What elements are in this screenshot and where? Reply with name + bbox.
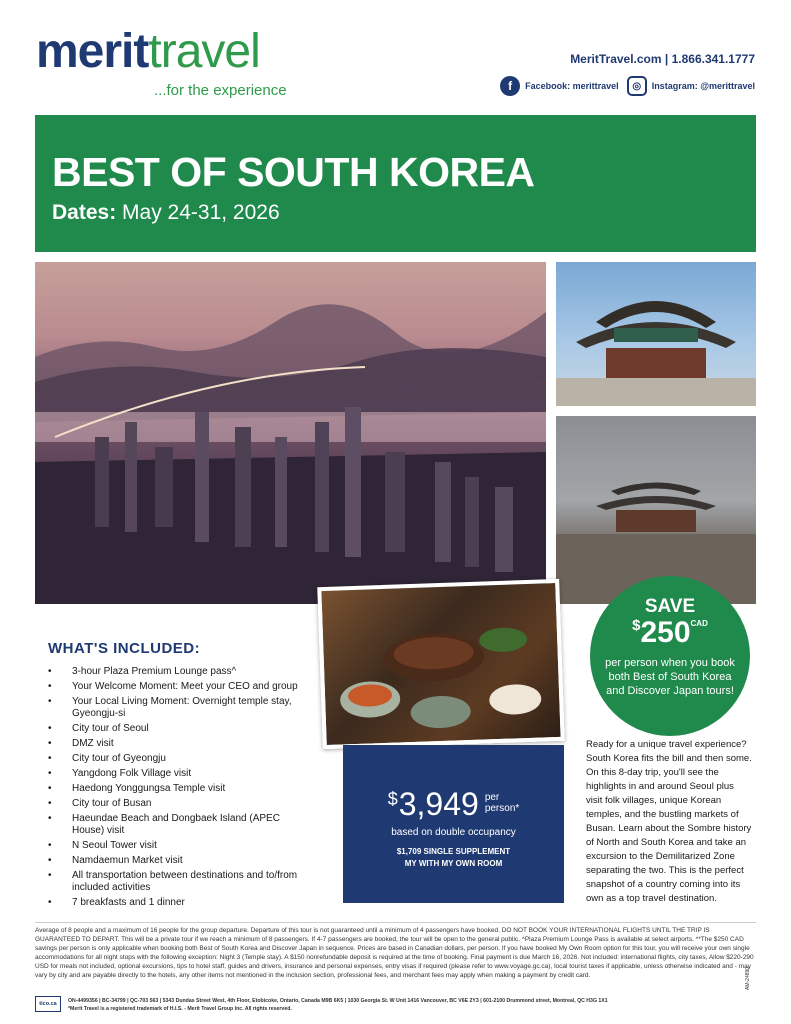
price-dollar-sign: $: [387, 789, 398, 809]
price-line: [343, 787, 564, 821]
included-item: • 7 breakfasts and 1 dinner: [48, 897, 308, 909]
single-supplement: [343, 846, 564, 870]
logo-tagline: ...for the experience: [154, 82, 287, 99]
included-item: • All transportation between destinations and to/from included activities: [48, 870, 308, 894]
included-item: • N Seoul Tower visit: [48, 840, 308, 852]
busan-skyline-photo: [35, 262, 546, 604]
price-basis: based on double occupancy: [391, 827, 516, 838]
tour-dates: [52, 201, 280, 225]
save-amount-value: 250: [640, 616, 691, 649]
supplement-line2: MY WITH MY OWN ROOM: [404, 859, 503, 868]
logo-travel-text: travel: [148, 25, 260, 78]
contact-info[interactable]: MeritTravel.com | 1.866.341.1777: [570, 52, 755, 66]
tico-logo: tico.ca: [35, 996, 61, 1012]
included-item: • City tour of Gyeongju: [48, 753, 308, 765]
instagram-icon: ◎: [627, 76, 647, 96]
throne-hall-photo: [556, 416, 756, 604]
legal-info: [68, 997, 728, 1013]
tour-description: Ready for a unique travel experience? South Korea fits the bill and then some. On this 8-day trip, you'll see the highlights in and around Seoul plus visit folk villages, unique Korean temples, and the bustling markets of Busan. Learn about the Sombre history of North and South Korea and take an excursion to the Demilitarized Zone separating the two. This is the perfect snapshot of a country coming into its own as a top travel destination.: [586, 739, 752, 904]
included-item: • Namdaemun Market visit: [48, 855, 308, 867]
dates-label: Dates:: [52, 201, 117, 224]
instagram-link[interactable]: [627, 76, 755, 96]
palace-pavilion-photo: [556, 262, 756, 406]
price-per-line2: person*: [484, 803, 520, 814]
food-illustration: [321, 583, 560, 745]
included-item: • Yangdong Folk Village visit: [48, 768, 308, 780]
save-label: SAVE: [644, 596, 696, 617]
social-links: [500, 76, 755, 96]
included-item: • City tour of Busan: [48, 798, 308, 810]
footer-divider: [35, 922, 756, 923]
save-currency: CAD: [690, 619, 708, 628]
facebook-icon: f: [500, 76, 520, 96]
legal-line2: *Merit Travel is a registered trademark of H.I.S. - Merit Travel Group Inc. All rights reserved.: [68, 1006, 292, 1012]
pavilion-illustration: [556, 262, 756, 406]
throne-hall-illustration: [556, 416, 756, 604]
document-code: AM-24890: [745, 966, 751, 990]
save-description: per person when you book both Best of South Korea and Discover Japan tours!: [605, 657, 735, 697]
tour-title: BEST OF SOUTH KOREA: [52, 149, 535, 195]
price-per-person: [485, 792, 519, 814]
busan-skyline-illustration: [35, 262, 546, 604]
included-item: • Haeundae Beach and Dongbaek Island (APEC House) visit: [48, 813, 308, 837]
merit-travel-logo[interactable]: [36, 25, 287, 99]
supplement-line1: $1,709 SINGLE SUPPLEMENT: [396, 847, 511, 856]
korean-food-photo: [317, 579, 565, 749]
included-item: • 3-hour Plaza Premium Lounge pass^: [48, 666, 308, 678]
included-item: • DMZ visit: [48, 738, 308, 750]
price-box: [343, 745, 564, 903]
included-list: [48, 666, 308, 912]
included-item: • Your Local Living Moment: Overnight temple stay, Gyeongju-si: [48, 696, 308, 720]
facebook-label: Facebook: merittravel: [525, 81, 619, 91]
instagram-label: Instagram: @merittravel: [651, 81, 755, 91]
savings-badge: [590, 576, 750, 736]
included-item: • Haedong Yonggungsa Temple visit: [48, 783, 308, 795]
price-per-line1: per: [484, 792, 500, 803]
price-amount: 3,949: [398, 786, 479, 822]
included-item: • City tour of Seoul: [48, 723, 308, 735]
dates-value: May 24-31, 2026: [122, 201, 280, 224]
title-banner: [35, 115, 756, 252]
save-amount: [590, 616, 750, 650]
included-heading: WHAT'S INCLUDED:: [48, 640, 201, 657]
facebook-link[interactable]: [500, 76, 619, 96]
logo-merit-text: merit: [36, 25, 149, 78]
fine-print: Average of 8 people and a maximum of 16 people for the group departure. Departure of this tour is not guaranteed until a minimum of 4 passengers have booked. DO NOT BOOK YOUR INTERNATIONAL FLIGHTS UNTIL THE TRIP IS GUARANTEED TO DEPART. This will be a private tour if we reach a minimum of 8 passengers. If 4-7 passengers are booked, the tour will be open to the general public. ^Plaza Premium Lounge Pass is available at select airports. **The $250 CAD savings per person is only applicable when booking both Best of South Korea and Discover Japan in sequence. Prices are based in Canadian dollars, per person. If you have booked My Own Room option for this tour, you will receive your own single accommodations for all night stops with the following exception: Night 3 (Temple stay). A $150 nonrefundable deposit is required at the time of booking. Final payment is due March 16, 2026. Not included: international flights, city taxes, Allow $220-290 USD for meals not included, optional excursions, tips to hotel staff, guides and drivers, insurance and personal expenses, entry visas if required (please refer to www.voyage.gc.ca), local tourist taxes if applicable, unless otherwise indicated and - may vary by city and are payable directly to the hotels, any other items not mentioned in the inclusion section, professional fees, and merchant fees may apply when making a payment by credit card.: [35, 927, 754, 979]
legal-line1: ON-4499356 | BC-34799 | QC-703 563 | 5343 Dundas Street West, 4th Floor, Etobicoke, Ontario, Canada M9B 6K5 | 1030 Georgia St. W Unit 1416 Vancouver, BC V6E 2Y3 | 601-2100 Drummond street, Montreal, QC H3G 1X1: [68, 998, 608, 1004]
included-item: • Your Welcome Moment: Meet your CEO and group: [48, 681, 308, 693]
save-dollar-sign: $: [632, 617, 641, 634]
